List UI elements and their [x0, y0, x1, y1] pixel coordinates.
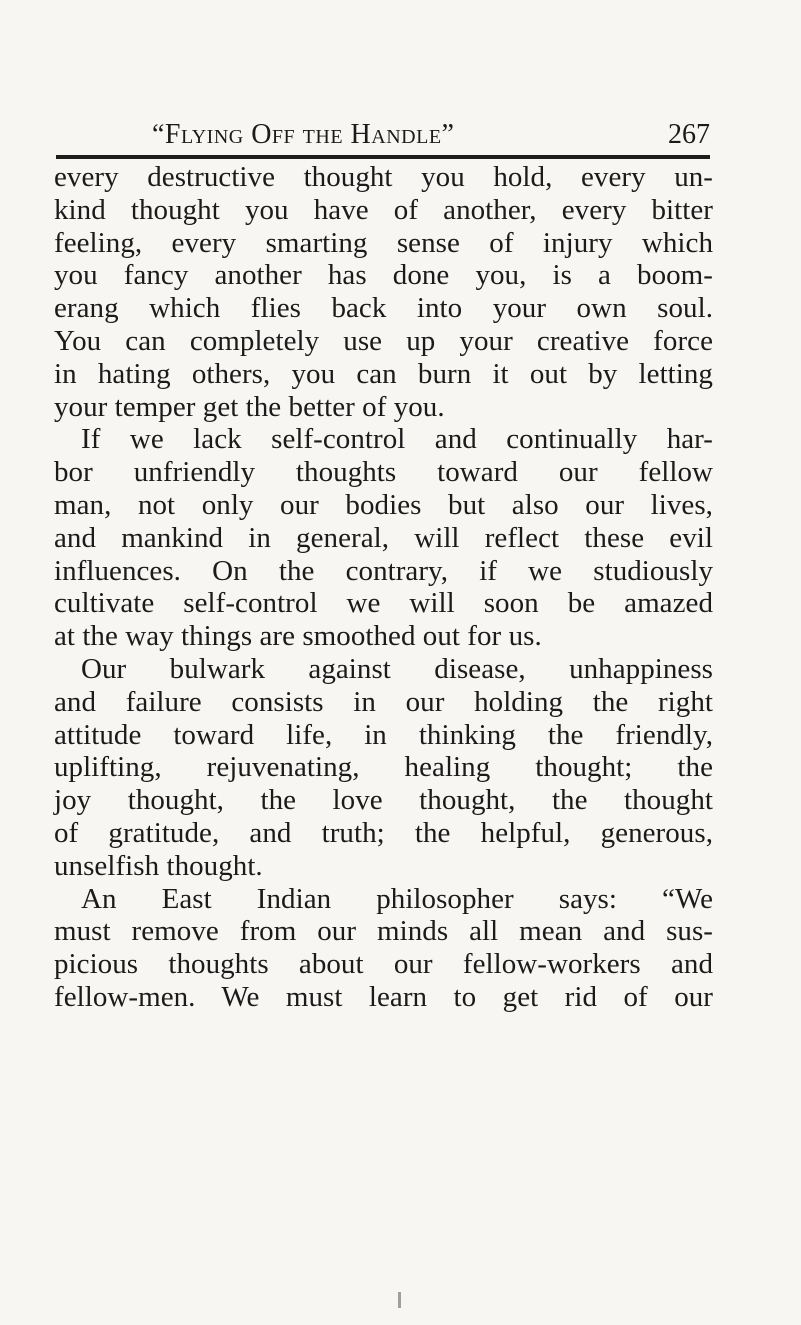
text-line-25: picious thoughts about our fellow-workers and	[54, 948, 713, 981]
page-number: 267	[668, 119, 710, 150]
text-line-12: and mankind in general, will reflect these evil	[54, 521, 713, 554]
text-line-4: you fancy another has done you, is a boom-	[54, 259, 713, 292]
text-line-17: and failure consists in our holding the right	[54, 685, 713, 718]
text-line-10: bor unfriendly thoughts toward our fellow	[54, 456, 713, 489]
text-line-3: feeling, every smarting sense of injury which	[54, 226, 713, 259]
text-line-1: every destructive thought you hold, every un-	[54, 161, 713, 193]
header-rule	[56, 155, 710, 159]
text-line-19: uplifting, rejuvenating, healing thought; the	[54, 751, 713, 784]
text-line-18: attitude toward life, in thinking the friendly,	[54, 718, 713, 751]
text-line-5: erang which flies back into your own soul.	[54, 292, 713, 325]
text-line-24: must remove from our minds all mean and sus-	[54, 915, 713, 948]
running-title: “Flying Off the Handle”	[152, 119, 455, 150]
text-line-15: at the way things are smoothed out for us.	[54, 620, 542, 653]
print-mark	[398, 1292, 401, 1308]
text-line-23: An East Indian philosopher says: “We	[81, 882, 713, 915]
text-line-16: Our bulwark against disease, unhappiness	[81, 652, 713, 685]
text-line-6: You can completely use up your creative force	[54, 324, 713, 357]
text-line-8: your temper get the better of you.	[54, 390, 445, 423]
text-line-22: unselfish thought.	[54, 849, 263, 882]
text-line-21: of gratitude, and truth; the helpful, generous,	[54, 816, 713, 849]
text-line-13: influences. On the contrary, if we studiously	[54, 554, 713, 587]
text-line-9: If we lack self-control and continually har-	[81, 423, 713, 456]
text-line-11: man, not only our bodies but also our lives,	[54, 488, 713, 521]
text-line-14: cultivate self-control we will soon be amazed	[54, 587, 713, 620]
body-text	[54, 161, 713, 1014]
text-line-26: fellow-men. We must learn to get rid of our	[54, 980, 713, 1013]
text-line-2: kind thought you have of another, every bitter	[54, 193, 713, 226]
text-line-7: in hating others, you can burn it out by letting	[54, 357, 713, 390]
page-header	[152, 119, 710, 151]
text-line-20: joy thought, the love thought, the thought	[54, 784, 713, 817]
